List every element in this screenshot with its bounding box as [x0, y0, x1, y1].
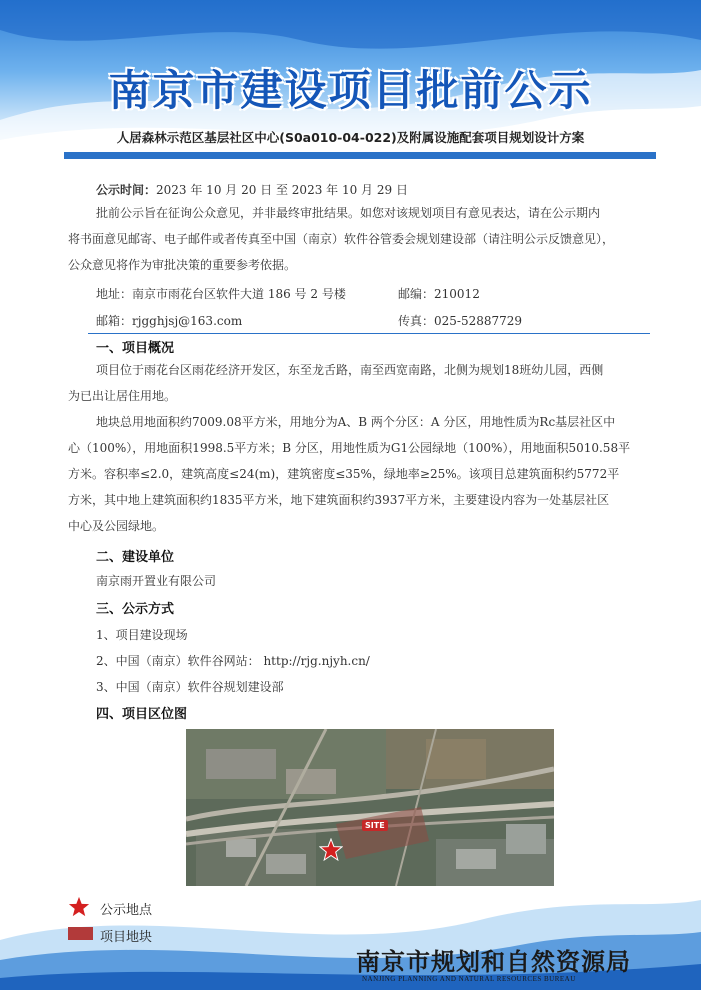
overview-paragraph-2	[68, 409, 656, 539]
address-value: 南京市雨花台区软件大道 186 号 2 号楼	[132, 287, 346, 301]
section-heading-overview: 一、项目概况	[96, 341, 175, 356]
notice-time	[96, 181, 408, 198]
address-label: 地址：	[96, 287, 133, 301]
email-label: 邮箱：	[96, 314, 133, 328]
project-subtitle: 人居森林示范区基层社区中心(S0a010-04-022)及附属设施配套项目规划设计方案	[116, 130, 585, 145]
notice-intro-line: 将书面意见邮寄、电子邮件或者传真至中国（南京）软件谷管委会规划建设部（请注明公示反馈意见），	[68, 232, 615, 246]
legend-star-icon	[68, 896, 90, 918]
legend-plot-swatch	[68, 927, 93, 940]
issuing-bureau-name-en: NANJING PLANNING AND NATURAL RESOURCES BUREAU	[362, 975, 576, 983]
location-map	[186, 729, 554, 886]
fax-value: 025-52887729	[434, 314, 523, 328]
email-row	[96, 312, 242, 329]
overview-paragraph-1	[68, 357, 656, 409]
section-heading-developer: 二、建设单位	[96, 550, 175, 565]
notice-time-label: 公示时间：	[96, 183, 157, 197]
publicity-item: 1、项目建设现场	[96, 628, 188, 642]
postcode-value: 210012	[434, 287, 480, 301]
section-heading-location: 四、项目区位图	[96, 707, 188, 722]
overview-line: 中心及公园绿地。	[68, 519, 165, 533]
overview-line: 为已出让居住用地。	[68, 389, 177, 403]
page-title: 南京市建设项目批前公示	[108, 66, 593, 115]
fax-row	[398, 312, 522, 329]
notice-intro-line: 公众意见将作为审批决策的重要参考依据。	[68, 258, 297, 272]
overview-line: 地块总用地面积约7009.08平方米，用地分为A、B 两个分区：A 分区，用地性质为Rc基层社区中	[96, 415, 616, 429]
legend-project-plot-label: 项目地块	[100, 930, 153, 945]
notice-intro	[68, 200, 656, 278]
postcode-row	[398, 285, 480, 302]
section-heading-publicity: 三、公示方式	[96, 602, 175, 617]
address-row	[96, 285, 346, 302]
map-site-label: SITE	[362, 820, 388, 831]
notice-time-value: 2023 年 10 月 20 日 至 2023 年 10 月 29 日	[156, 183, 408, 197]
publicity-item: 3、中国（南京）软件谷规划建设部	[96, 680, 284, 694]
notice-intro-line: 批前公示旨在征询公众意见，并非最终审批结果。如您对该规划项目有意见表达，请在公示期内	[96, 206, 601, 220]
publicity-item[interactable]: 2、中国（南京）软件谷网站： http://rjg.njyh.cn/	[96, 654, 370, 668]
legend-notice-site-label: 公示地点	[100, 903, 153, 918]
overview-line: 心（100%），用地面积1998.5平方米；B 分区，用地性质为G1公园绿地（100%），用地面积5010.58平	[68, 441, 631, 455]
issuing-bureau-name: 南京市规划和自然资源局	[356, 947, 631, 976]
section-divider	[88, 333, 650, 334]
title-underline-bar	[64, 152, 656, 159]
overview-line: 项目位于雨花台区雨花经济开发区，东至龙舌路，南至西宽南路，北侧为规划18班幼儿园，西侧	[96, 363, 604, 377]
overview-line: 方米。容积率≤2.0，建筑高度≤24(m)，建筑密度≤35%，绿地率≥25%。该项目总建筑面积约5772平	[68, 467, 620, 481]
satellite-map-image	[186, 729, 554, 886]
map-star-marker-icon	[319, 838, 343, 862]
overview-line: 方米，其中地上建筑面积约1835平方米，地下建筑面积约3937平方米，主要建设内容为一处基层社区	[68, 493, 610, 507]
email-value[interactable]: rjgghjsj@163.com	[132, 314, 243, 328]
postcode-label: 邮编：	[398, 287, 435, 301]
developer-name: 南京雨开置业有限公司	[96, 574, 217, 588]
fax-label: 传真：	[398, 314, 435, 328]
